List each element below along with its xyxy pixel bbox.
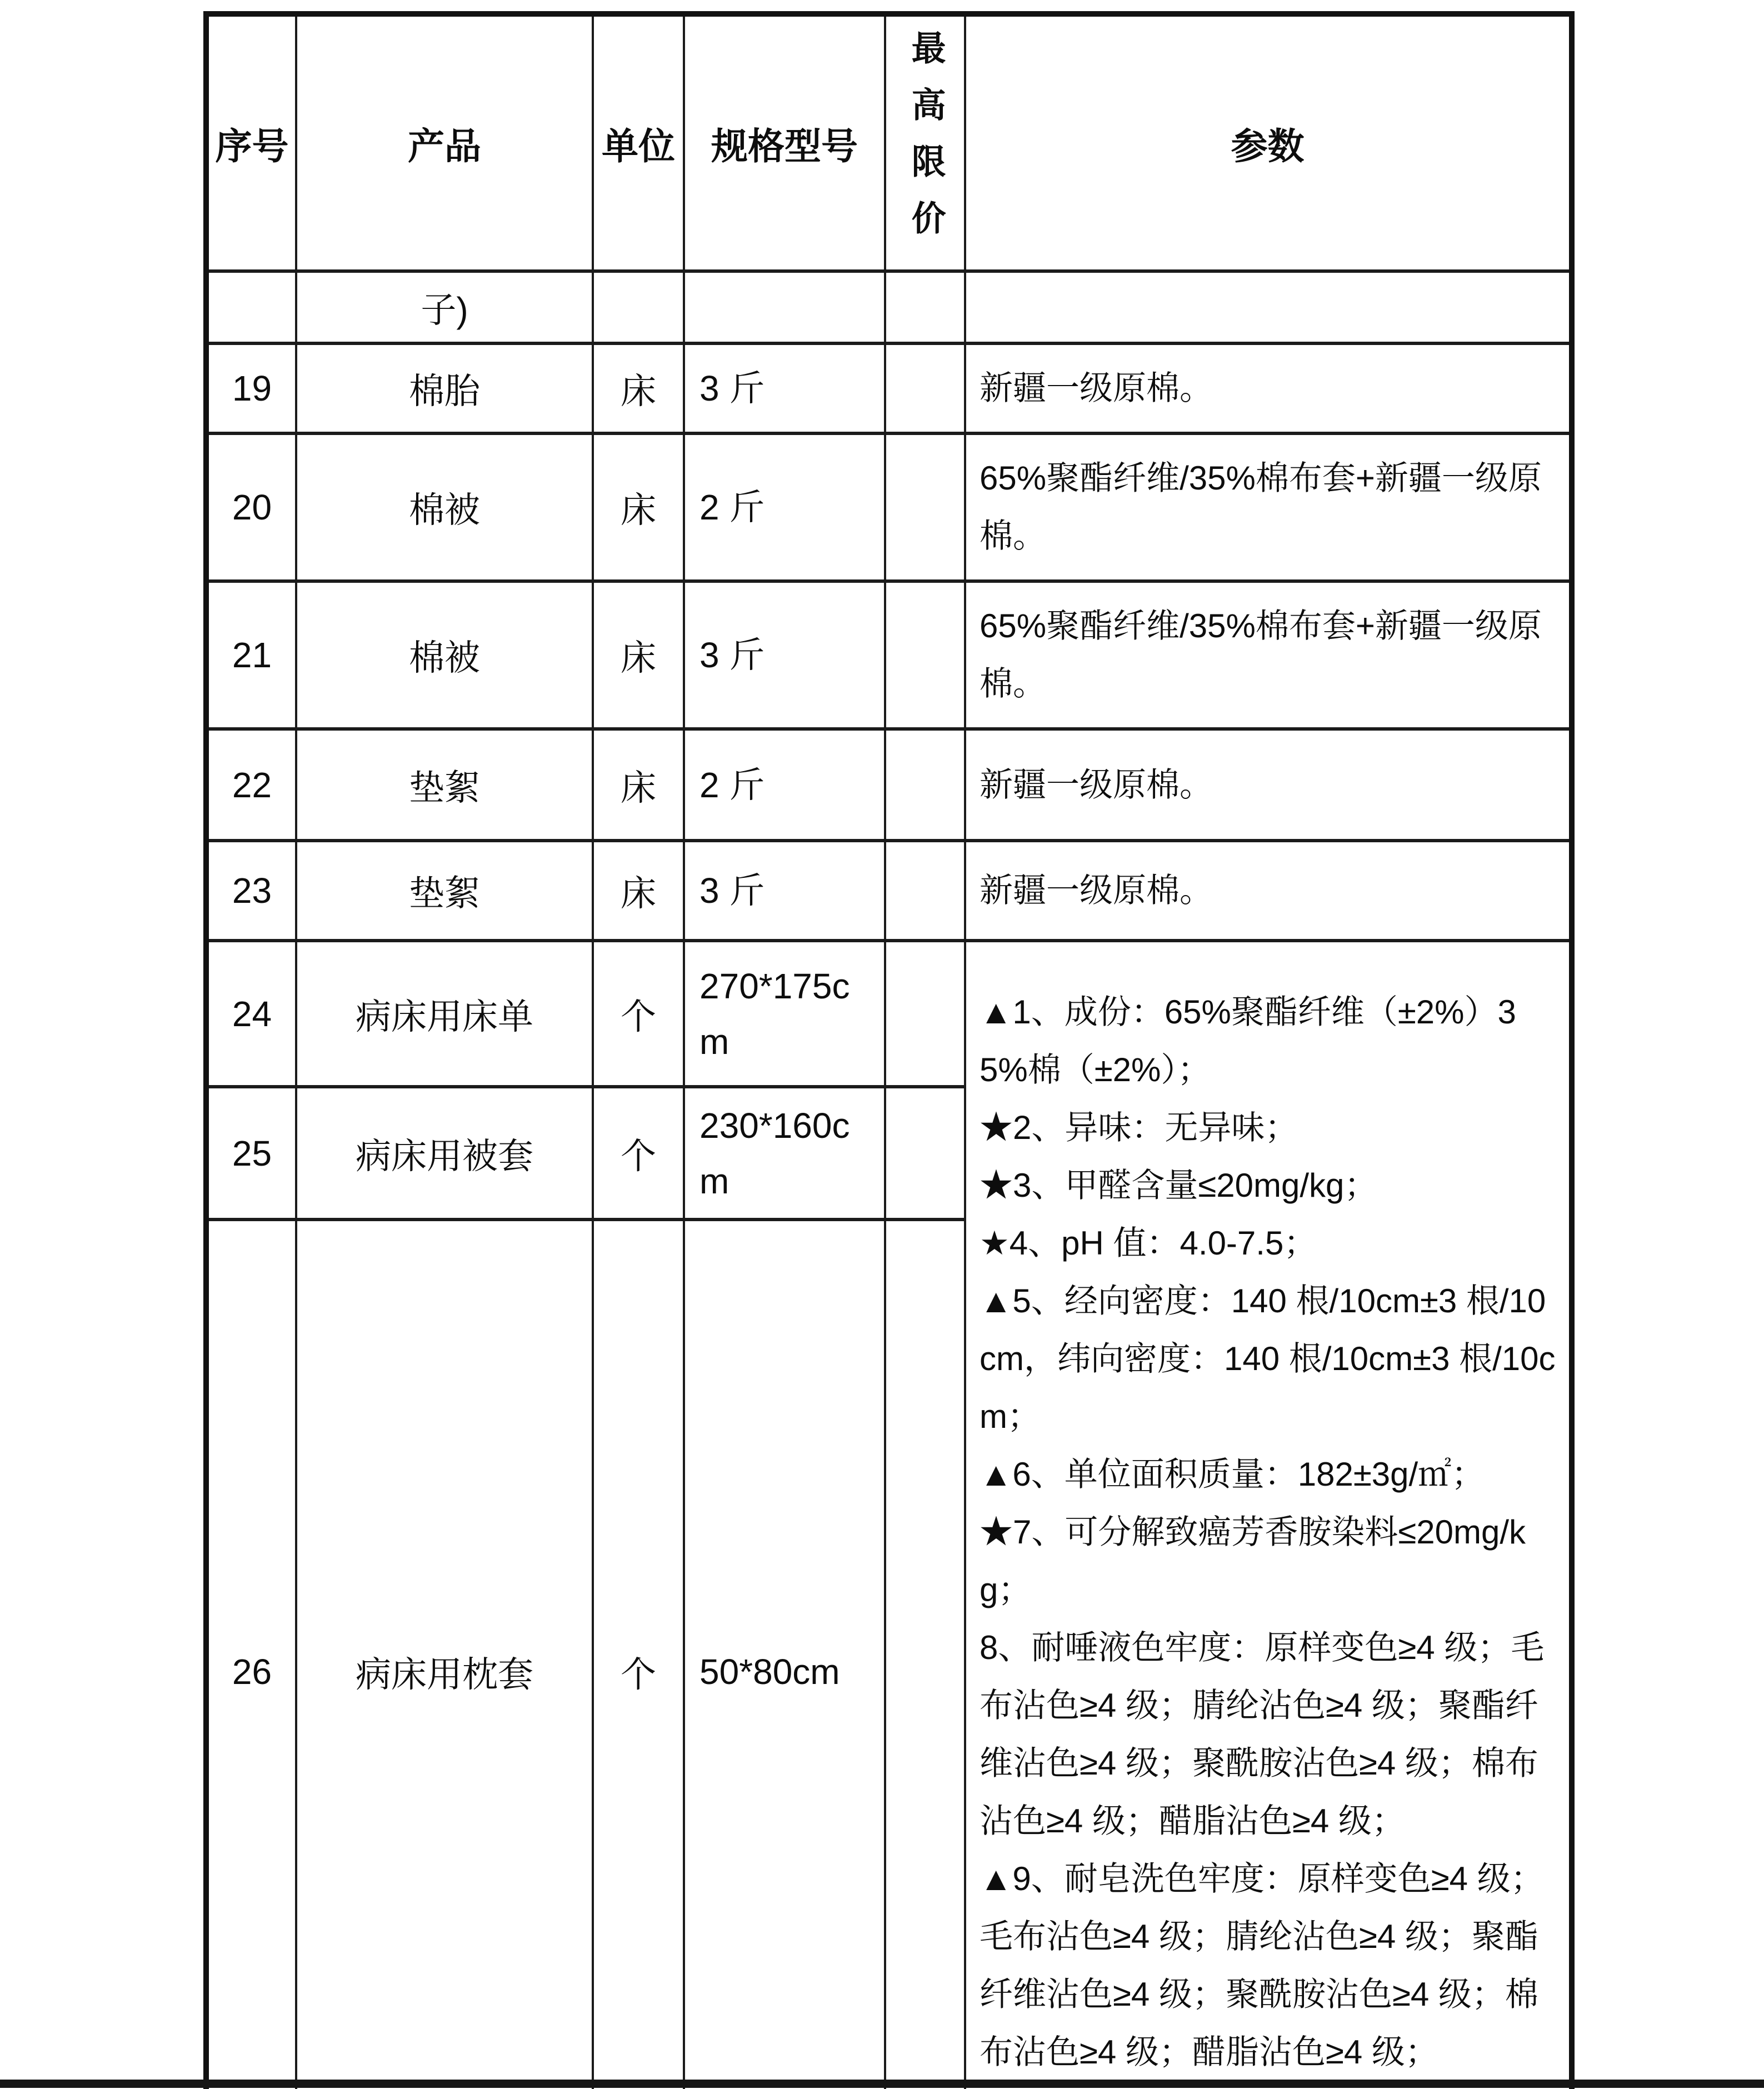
cell-unit: 床 xyxy=(593,581,684,729)
cell-no: 23 xyxy=(206,841,296,941)
cell-product: 垫絮 xyxy=(296,729,593,841)
cell-spec: 3 斤 xyxy=(684,581,885,729)
cell-price xyxy=(885,433,965,581)
cell-product: 病床用床单 xyxy=(296,941,593,1087)
param-item: ▲5、经向密度：140 根/10cm±3 根/10cm，纬向密度：140 根/10cm±3 根/10cm； xyxy=(980,1282,1556,1435)
cell-spec: 2 斤 xyxy=(684,433,885,581)
param-item: ▲1、成份：65%聚酯纤维（±2%）35%棉（±2%）； xyxy=(980,993,1516,1088)
cell-spec: 3 斤 xyxy=(684,841,885,941)
table-row-19 xyxy=(206,343,1572,433)
cell-product: 垫絮 xyxy=(296,841,593,941)
cell-unit: 床 xyxy=(593,343,684,433)
cell-product: 病床用被套 xyxy=(296,1087,593,1220)
cell-spec: 3 斤 xyxy=(684,343,885,433)
cell-no: 19 xyxy=(206,343,296,433)
param-item: ★7、可分解致癌芳香胺染料≤20mg/kg； xyxy=(980,1513,1526,1608)
cell-no xyxy=(206,271,296,343)
header-cell-params: 参数 xyxy=(965,14,1572,271)
cell-params: 65%聚酯纤维/35%棉布套+新疆一级原棉。 xyxy=(965,581,1572,729)
cell-price xyxy=(885,343,965,433)
cell-spec: 270*175cm xyxy=(684,941,885,1087)
table-header-row xyxy=(206,14,1572,271)
table-row-23 xyxy=(206,841,1572,941)
cell-unit: 个 xyxy=(593,1087,684,1220)
table-row-21 xyxy=(206,581,1572,729)
cell-no: 25 xyxy=(206,1087,296,1220)
cell-price xyxy=(885,581,965,729)
cell-no: 22 xyxy=(206,729,296,841)
header-cell-unit: 单位 xyxy=(593,14,684,271)
page-bottom-rule xyxy=(0,2080,1764,2088)
cell-params: 新疆一级原棉。 xyxy=(965,729,1572,841)
price-cap-vertical-label: 最高限价 xyxy=(906,29,945,257)
cell-product: 棉胎 xyxy=(296,343,593,433)
cell-product: 棉被 xyxy=(296,581,593,729)
cell-unit: 床 xyxy=(593,433,684,581)
cell-unit: 个 xyxy=(593,941,684,1087)
cell-spec: 50*80cm xyxy=(684,1220,885,2089)
product-spec-table xyxy=(203,11,1575,2089)
cell-price xyxy=(885,941,965,1087)
cell-unit: 床 xyxy=(593,841,684,941)
param-item: ★4、pH 值：4.0-7.5； xyxy=(980,1224,1317,1262)
cell-unit: 个 xyxy=(593,1220,684,2089)
header-cell-product: 产品 xyxy=(296,14,593,271)
param-item: 8、耐唾液色牢度：原样变色≥4 级；毛布沾色≥4 级；腈纶沾色≥4 级；聚酯纤维沾色≥4 级；聚酰胺沾色≥4 级；棉布沾色≥4 级；醋脂沾色≥4 级； xyxy=(980,1628,1545,1840)
cell-price xyxy=(885,1220,965,2089)
cell-no: 24 xyxy=(206,941,296,1087)
cell-no: 26 xyxy=(206,1220,296,2089)
cell-price xyxy=(885,729,965,841)
cell-params xyxy=(965,271,1572,343)
table-row-20 xyxy=(206,433,1572,581)
cell-price xyxy=(885,271,965,343)
cell-unit xyxy=(593,271,684,343)
cell-spec: 2 斤 xyxy=(684,729,885,841)
cell-product: 棉被 xyxy=(296,433,593,581)
table-row-22 xyxy=(206,729,1572,841)
cell-spec xyxy=(684,271,885,343)
header-cell-no: 序号 xyxy=(206,14,296,271)
cell-spec: 230*160cm xyxy=(684,1087,885,1220)
cell-no: 20 xyxy=(206,433,296,581)
header-cell-spec: 规格型号 xyxy=(684,14,885,271)
header-cell-price-cap xyxy=(885,14,965,271)
cell-no: 21 xyxy=(206,581,296,729)
cell-unit: 床 xyxy=(593,729,684,841)
cell-params-merged xyxy=(965,941,1572,2089)
cell-price xyxy=(885,1087,965,1220)
cell-params: 65%聚酯纤维/35%棉布套+新疆一级原棉。 xyxy=(965,433,1572,581)
param-item: ▲9、耐皂洗色牢度：原样变色≥4 级；毛布沾色≥4 级；腈纶沾色≥4 级；聚酯纤维沾色≥4 级；聚酰胺沾色≥4 级；棉布沾色≥4 级；醋脂沾色≥4 级； xyxy=(980,1860,1544,2071)
cell-params: 新疆一级原棉。 xyxy=(965,343,1572,433)
param-item: ★2、异味：无异味； xyxy=(980,1108,1298,1146)
table-row-continuation xyxy=(206,271,1572,343)
param-item: ▲6、单位面积质量：182±3g/㎡； xyxy=(980,1455,1485,1493)
cell-params: 新疆一级原棉。 xyxy=(965,841,1572,941)
param-item: ★3、甲醛含量≤20mg/kg； xyxy=(980,1166,1378,1204)
cell-price xyxy=(885,841,965,941)
table-row-24 xyxy=(206,941,1572,1087)
cell-product: 子) xyxy=(296,271,593,343)
cell-product: 病床用枕套 xyxy=(296,1220,593,2089)
